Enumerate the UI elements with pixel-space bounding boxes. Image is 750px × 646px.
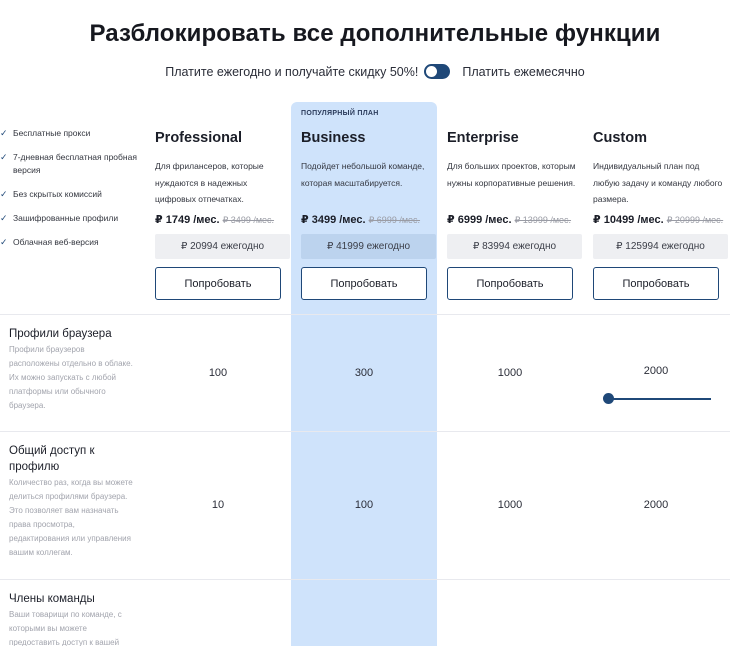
monthly-billing-label[interactable]: Платить ежемесячно <box>462 64 585 79</box>
plan-card-professional <box>155 110 290 300</box>
custom-profiles-slider[interactable] <box>603 392 711 404</box>
feature-item: ✓ Без скрытых комиссий <box>0 189 102 199</box>
plan-card-enterprise <box>447 110 582 300</box>
row-description: Профили браузеров расположены отдельно в облаке. Их можно запускать с любой платформы или обычного браузера. <box>9 345 133 410</box>
row-divider <box>0 431 730 432</box>
included-features-list <box>0 127 150 260</box>
plan-card-custom <box>593 110 728 300</box>
billing-toggle-row <box>0 64 750 79</box>
check-icon: ✓ <box>0 213 8 223</box>
old-price: ₽ 13999 /мес. <box>514 215 572 225</box>
check-icon: ✓ <box>0 152 8 162</box>
plan-name: Custom <box>593 130 647 146</box>
plan-price: ₽ 10499 /мес. ₽ 20999 /мес. <box>593 214 724 226</box>
plan-description: Подойдет небольшой команде, которая масштабируется. <box>301 161 425 188</box>
toggle-knob <box>426 66 437 77</box>
value-custom: 2000 <box>643 499 669 511</box>
popular-plan-tag: ПОПУЛЯРНЫЙ ПЛАН <box>301 110 379 117</box>
slider-track <box>607 398 711 400</box>
row-description: Количество раз, когда вы можете делиться профилями браузера. Это позволяет вам назначать права просмотра, редактирования или управления вашим коллегам. <box>9 478 133 557</box>
plan-name: Professional <box>155 130 243 146</box>
yearly-billing-label[interactable]: Платите ежегодно и получайте скидку 50%! <box>165 64 419 79</box>
row-divider <box>0 314 730 315</box>
try-custom-button[interactable]: Попробовать <box>593 267 719 300</box>
try-professional-button[interactable]: Попробовать <box>155 267 281 300</box>
try-enterprise-button[interactable]: Попробовать <box>447 267 573 300</box>
check-icon: ✓ <box>0 189 8 199</box>
check-icon: ✓ <box>0 128 8 138</box>
feature-item: ✓ Зашифрованные профили <box>0 213 119 223</box>
plan-price: ₽ 6999 /мес. ₽ 13999 /мес. <box>447 214 572 226</box>
plan-card-business <box>301 110 436 300</box>
old-price: ₽ 6999 /мес. <box>368 215 421 225</box>
value-professional: 100 <box>208 367 228 379</box>
feature-item: ✓ Облачная веб-версия <box>0 237 99 247</box>
feature-item: ✓ 7-дневная бесплатная пробная версия <box>0 152 137 175</box>
plan-yearly-price: ₽ 83994 ежегодно <box>447 234 582 259</box>
value-enterprise: 1000 <box>497 499 523 511</box>
feature-item: ✓ Бесплатные прокси <box>0 128 91 138</box>
plan-description: Индивидуальный план под любую задачу и команду любого размера. <box>593 161 723 204</box>
try-business-button[interactable]: Попробовать <box>301 267 427 300</box>
plan-yearly-price: ₽ 125994 ежегодно <box>593 234 728 259</box>
plan-tag <box>447 110 582 122</box>
value-business: 100 <box>354 499 374 511</box>
plan-tag <box>593 110 728 122</box>
billing-period-toggle[interactable] <box>424 64 450 79</box>
row-divider <box>0 579 730 580</box>
plan-description: Для больших проектов, которым нужны корпоративные решения. <box>447 161 576 188</box>
row-title: Члены команды <box>9 593 95 605</box>
row-label-profile-sharing <box>9 443 134 560</box>
plan-tag <box>155 110 290 122</box>
plan-price: ₽ 3499 /мес. ₽ 6999 /мес. <box>301 214 421 226</box>
plan-name: Enterprise <box>447 130 519 146</box>
plan-name: Business <box>301 130 366 146</box>
value-business: 300 <box>354 367 374 379</box>
value-enterprise: 1000 <box>497 367 523 379</box>
row-label-browser-profiles <box>9 326 134 413</box>
plan-description: Для фрилансеров, которые нуждаются в надежных цифровых отпечатках. <box>155 161 264 204</box>
row-description: Ваши товарищи по команде, с которыми вы можете предоставить доступ к вашей <box>9 610 122 646</box>
row-label-team-members <box>9 591 134 646</box>
value-custom: 2000 <box>643 365 669 377</box>
plan-price: ₽ 1749 /мес. ₽ 3499 /мес. <box>155 214 275 226</box>
value-professional: 10 <box>211 499 225 511</box>
row-title: Профили браузера <box>9 328 112 340</box>
row-title: Общий доступ к профилю <box>9 445 95 473</box>
old-price: ₽ 3499 /мес. <box>222 215 275 225</box>
check-icon: ✓ <box>0 237 8 247</box>
old-price: ₽ 20999 /мес. <box>666 215 724 225</box>
page-title: Разблокировать все дополнительные функции <box>89 20 661 47</box>
plan-yearly-price: ₽ 41999 ежегодно <box>301 234 436 259</box>
plan-yearly-price: ₽ 20994 ежегодно <box>155 234 290 259</box>
slider-thumb[interactable] <box>603 393 614 404</box>
